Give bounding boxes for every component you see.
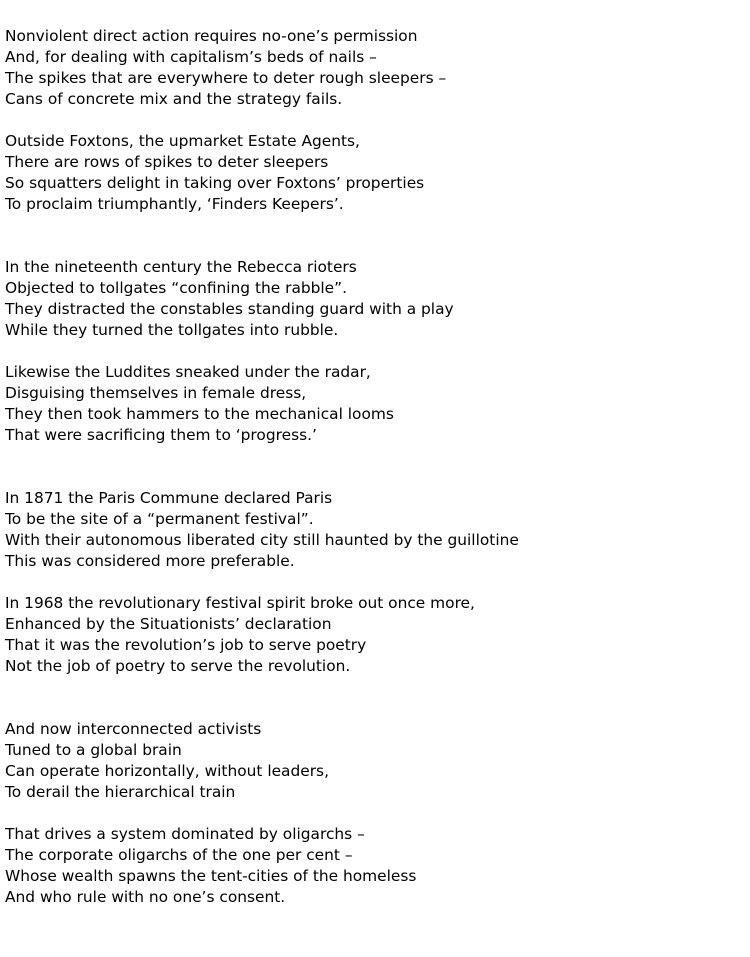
poem-line: The corporate oligarchs of the one per cent –: [5, 846, 353, 864]
poem-line: The spikes that are everywhere to deter rough sleepers –: [5, 69, 447, 87]
poem-line: Enhanced by the Situationists’ declaration: [5, 615, 332, 633]
poem-line: And now interconnected activists: [5, 720, 262, 738]
stanza-5: [5, 488, 745, 572]
poem-line: In 1871 the Paris Commune declared Paris: [5, 489, 333, 507]
poem-line: So squatters delight in taking over Foxtons’ properties: [5, 174, 425, 192]
section-gap: [5, 446, 745, 488]
section-gap: [5, 215, 745, 257]
stanza-gap: [5, 572, 745, 593]
poem-line: And, for dealing with capitalism’s beds of nails –: [5, 48, 377, 66]
poem-line: There are rows of spikes to deter sleepers: [5, 153, 329, 171]
poem-line: Disguising themselves in female dress,: [5, 384, 307, 402]
stanza-4: [5, 362, 745, 446]
poem-line: In 1968 the revolutionary festival spirit broke out once more,: [5, 594, 475, 612]
poem-line: To be the site of a “permanent festival”.: [5, 510, 314, 528]
poem-line: While they turned the tollgates into rubble.: [5, 321, 339, 339]
poem-document: [5, 26, 745, 908]
stanza-6: [5, 593, 745, 677]
poem-line: They then took hammers to the mechanical looms: [5, 405, 394, 423]
poem-line: That were sacrificing them to ‘progress.’: [5, 426, 317, 444]
poem-line: Objected to tollgates “confining the rabble”.: [5, 279, 348, 297]
poem-line: To proclaim triumphantly, ‘Finders Keepers’.: [5, 195, 344, 213]
stanza-1: [5, 26, 745, 110]
stanza-gap: [5, 341, 745, 362]
poem-line: They distracted the constables standing guard with a play: [5, 300, 454, 318]
poem-line: With their autonomous liberated city still haunted by the guillotine: [5, 531, 519, 549]
poem-line: That drives a system dominated by oligarchs –: [5, 825, 365, 843]
stanza-3: [5, 257, 745, 341]
stanza-7: [5, 719, 745, 803]
poem-line: Outside Foxtons, the upmarket Estate Agents,: [5, 132, 360, 150]
stanza-8: [5, 824, 745, 908]
stanza-2: [5, 131, 745, 215]
poem-line: To derail the hierarchical train: [5, 783, 236, 801]
stanza-gap: [5, 803, 745, 824]
poem-line: Nonviolent direct action requires no-one’s permission: [5, 27, 418, 45]
poem-line: Not the job of poetry to serve the revolution.: [5, 657, 351, 675]
poem-line: And who rule with no one’s consent.: [5, 888, 286, 906]
poem-line: Tuned to a global brain: [5, 741, 182, 759]
section-gap: [5, 677, 745, 719]
poem-line: Likewise the Luddites sneaked under the radar,: [5, 363, 371, 381]
poem-line: Cans of concrete mix and the strategy fails.: [5, 90, 343, 108]
poem-line: That it was the revolution’s job to serve poetry: [5, 636, 367, 654]
poem-line: In the nineteenth century the Rebecca rioters: [5, 258, 357, 276]
stanza-gap: [5, 110, 745, 131]
poem-line: Whose wealth spawns the tent-cities of the homeless: [5, 867, 417, 885]
poem-line: This was considered more preferable.: [5, 552, 295, 570]
poem-line: Can operate horizontally, without leaders,: [5, 762, 329, 780]
